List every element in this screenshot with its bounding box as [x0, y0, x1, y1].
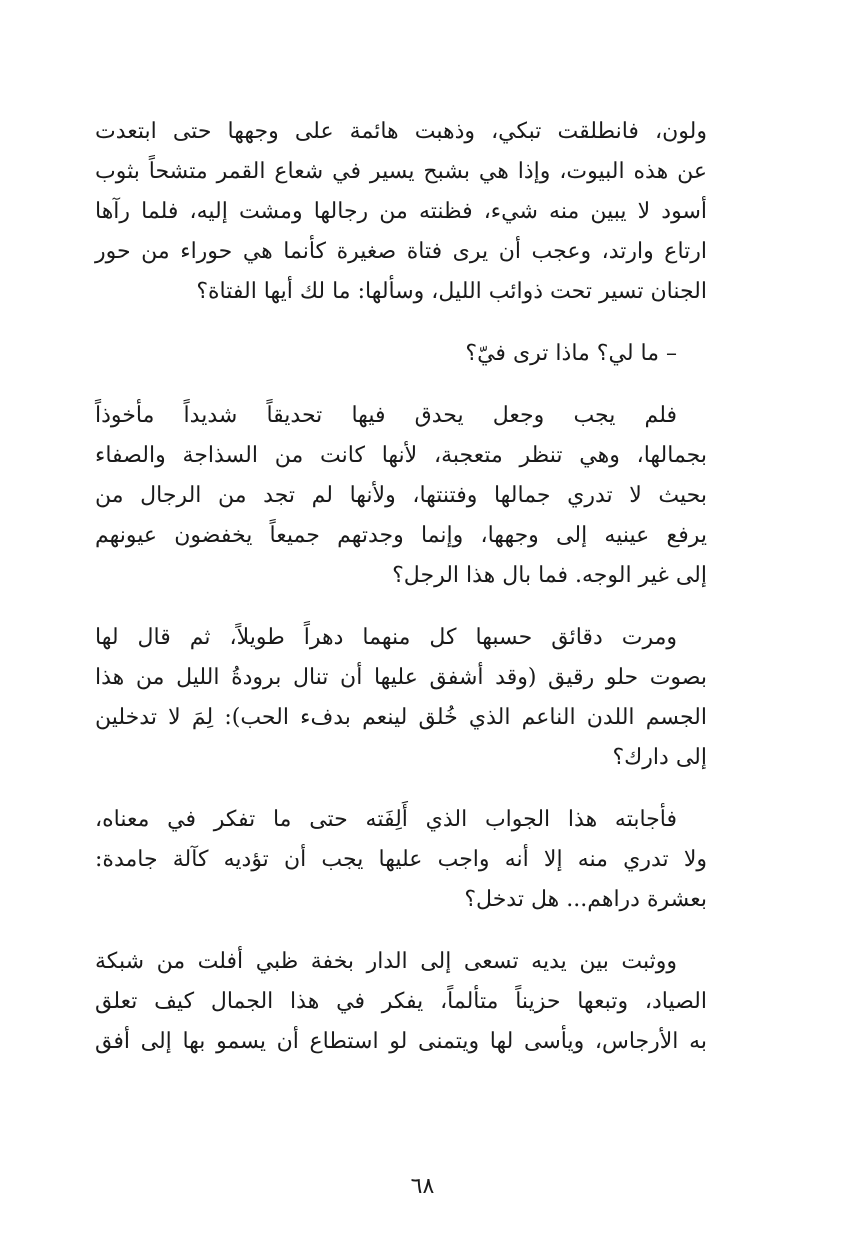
text-line: الجنان تسير تحت ذوائب الليل، وسألها: ما لك أيها الفتاة؟	[196, 279, 707, 304]
paragraph-4	[95, 618, 707, 778]
text-line: ولا تدري منه إلا أنه واجب عليها يجب أن تؤديه كآلة جامدة:	[95, 847, 707, 872]
text-line: الجسم اللدن الناعم الذي خُلق لينعم بدفء الحب): لِمَ لا تدخلين	[95, 705, 707, 730]
text-line: به الأرجاس، ويأسى لها ويتمنى لو استطاع أن يسمو بها إلى أفق	[95, 1029, 707, 1054]
paragraph-3	[95, 396, 707, 596]
page-body	[95, 112, 707, 1084]
paragraph-6	[95, 942, 707, 1062]
text-line: بصوت حلو رقيق (وقد أشفق عليها أن تنال برودةُ الليل من هذا	[95, 665, 707, 690]
text-line: إلى دارك؟	[612, 745, 707, 770]
text-line: عن هذه البيوت، وإذا هي بشبح يسير في شعاع القمر متشحاً بثوب	[95, 159, 707, 184]
text-line: أسود لا يبين منه شيء، فظنته من رجالها ومشت إليه، فلما رآها	[95, 199, 707, 224]
text-line: ومرت دقائق حسبها كل منهما دهراً طويلاً، ثم قال لها	[95, 625, 677, 650]
page-number: ٦٨	[410, 1174, 435, 1199]
text-line: بعشرة دراهم... هل تدخل؟	[464, 887, 707, 912]
paragraph-5	[95, 800, 707, 920]
text-line: بحيث لا تدري جمالها وفتنتها، ولأنها لم تجد من الرجال من	[95, 483, 707, 508]
text-line: ولون، فانطلقت تبكي، وذهبت هائمة على وجهها حتى ابتعدت	[95, 119, 707, 144]
text-line: بجمالها، وهي تنظر متعجبة، لأنها كانت من السذاجة والصفاء	[95, 443, 707, 468]
paragraph-1	[95, 112, 707, 312]
paragraph-2-dialogue	[95, 334, 707, 374]
text-line: ارتاع وارتد، وعجب أن يرى فتاة صغيرة كأنما هي حوراء من حور	[95, 239, 707, 264]
text-line: إلى غير الوجه. فما بال هذا الرجل؟	[392, 563, 707, 588]
text-line: فلم يجب وجعل يحدق فيها تحديقاً شديداً مأخوذاً	[95, 403, 677, 428]
text-line: ووثبت بين يديه تسعى إلى الدار بخفة ظبي أفلت من شبكة	[95, 949, 677, 974]
text-line: يرفع عينيه إلى وجهها، وإنما وجدتهم جميعاً يخفضون عيونهم	[95, 523, 707, 548]
text-line: فأجابته هذا الجواب الذي أَلِفَته حتى ما تفكر في معناه،	[95, 807, 677, 832]
text-line: الصياد، وتبعها حزيناً متألماً، يفكر في هذا الجمال كيف تعلق	[95, 989, 707, 1014]
text-line: – ما لي؟ ماذا ترى فيّ؟	[465, 341, 677, 366]
